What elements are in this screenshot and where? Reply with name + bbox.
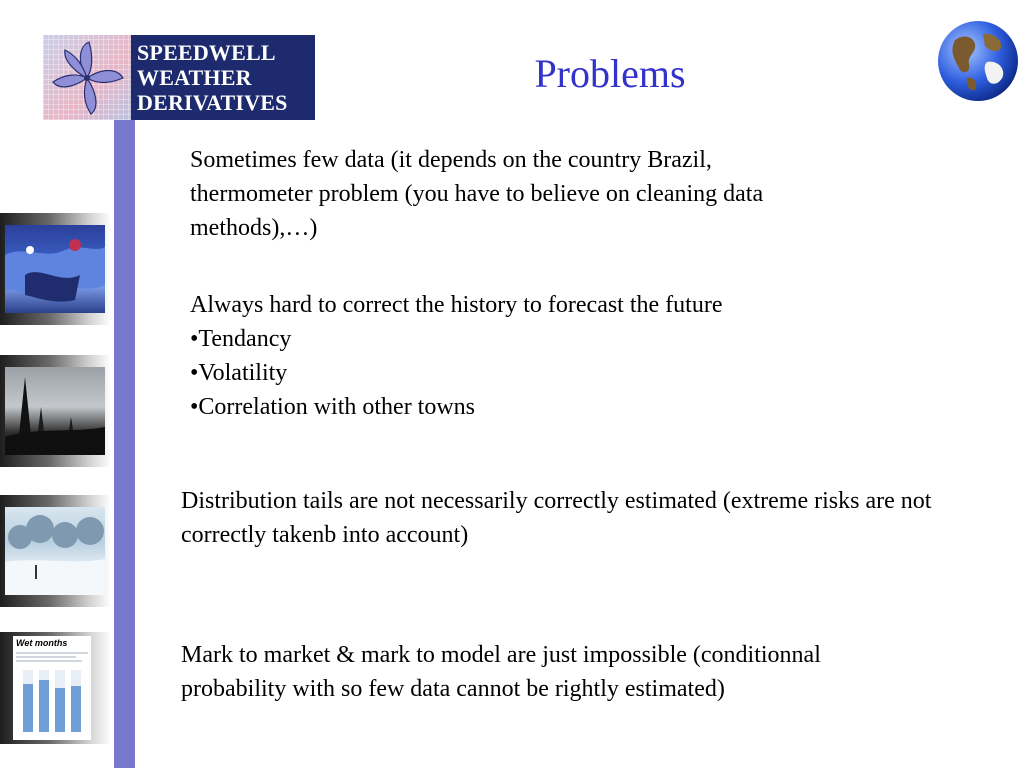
data-scarcity-paragraph: Sometimes few data (it depends on the country Brazil, thermometer problem (you have to believe on cleaning data methods),…) xyxy=(190,147,764,241)
logo-line-2: WEATHER xyxy=(137,65,252,90)
wet-months-chart-image xyxy=(0,632,111,744)
weather-map-image xyxy=(0,213,111,325)
globe-icon xyxy=(937,20,1019,102)
dark-trees-image xyxy=(0,355,111,467)
logo-line-1: SPEEDWELL xyxy=(137,40,276,65)
snowy-forest-image xyxy=(0,495,111,607)
tails-text xyxy=(181,484,941,552)
speedwell-logo xyxy=(43,35,315,120)
bullet-volatility: •Volatility xyxy=(190,360,288,386)
data-scarcity-text xyxy=(190,143,830,245)
history-intro: Always hard to correct the history to forecast the future xyxy=(190,292,723,318)
history-block xyxy=(190,288,850,424)
accent-bar xyxy=(114,120,135,768)
tails-paragraph: Distribution tails are not necessarily correctly estimated (extreme risks are not correctly takenb into account) xyxy=(181,488,932,548)
mark-to-market-paragraph: Mark to market & mark to model are just impossible (conditionnal probability with so few data cannot be rightly estimated) xyxy=(181,642,821,702)
slide-title: Problems xyxy=(534,51,686,96)
bullet-correlation: •Correlation with other towns xyxy=(190,394,476,420)
logo-wordmark xyxy=(131,35,315,120)
flower-logo-icon xyxy=(43,35,131,120)
wet-months-caption: Wet months xyxy=(16,638,68,648)
mark-to-market-text xyxy=(181,638,881,706)
logo-line-3: DERIVATIVES xyxy=(137,90,288,115)
bullet-tendancy: •Tendancy xyxy=(190,326,292,352)
